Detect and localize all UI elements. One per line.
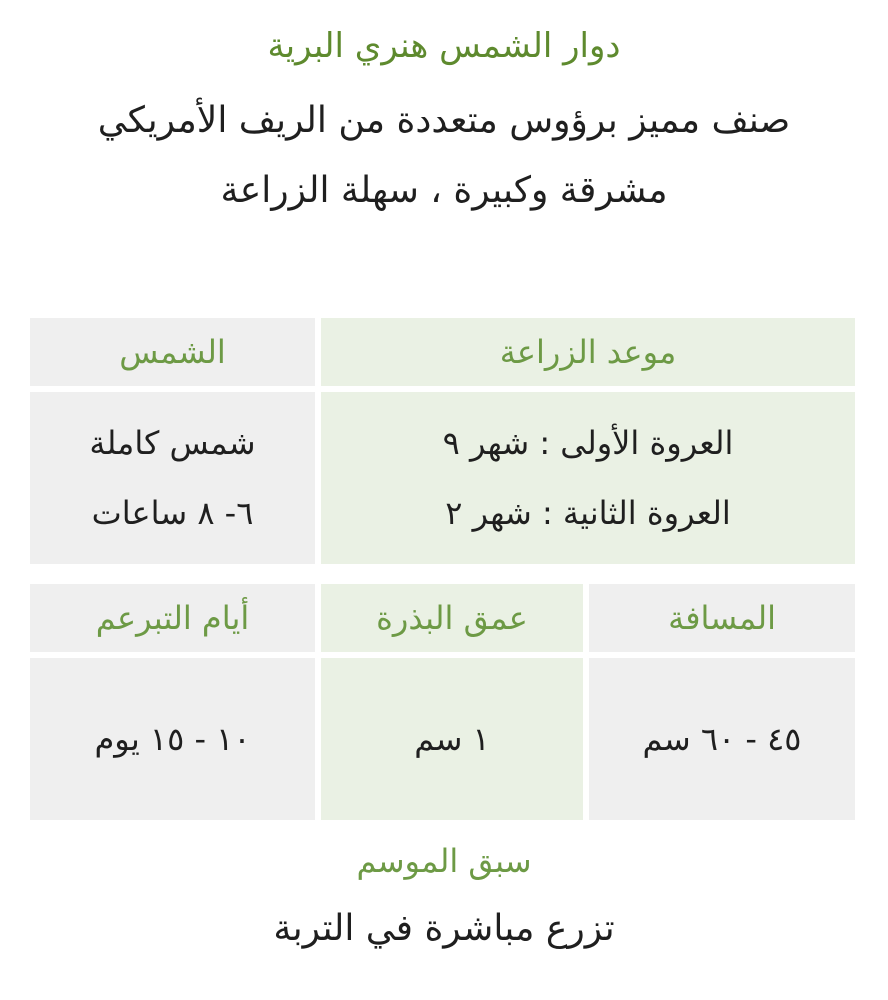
germination-header (30, 584, 315, 652)
seed-depth-value: ١ سم (414, 720, 490, 758)
sun-hours: ٦- ٨ ساعات (91, 494, 254, 532)
spacing-value: ٤٥ - ٦٠ سم (642, 720, 802, 758)
description-line-2: مشرقة وكبيرة ، سهلة الزراعة (220, 170, 668, 211)
seed-depth-value-cell (321, 658, 583, 820)
spacing-label: المسافة (668, 599, 776, 637)
spacing-header (589, 584, 855, 652)
planting-first-season: العروة الأولى : شهر ٩ (442, 424, 734, 462)
early-season-label: سبق الموسم (356, 842, 532, 880)
germination-value-cell (30, 658, 315, 820)
sun-full: شمس كاملة (89, 424, 256, 462)
description-line-1: صنف مميز برؤوس متعددة من الريف الأمريكي (97, 100, 791, 141)
product-title: دوار الشمس هنري البرية (267, 26, 621, 66)
planting-second-season: العروة الثانية : شهر ٢ (445, 494, 731, 532)
planting-time-header (321, 318, 855, 386)
germination-value: ١٠ - ١٥ يوم (94, 720, 251, 758)
planting-time-label: موعد الزراعة (499, 333, 677, 371)
sun-label: الشمس (119, 333, 226, 371)
seed-depth-label: عمق البذرة (376, 599, 528, 637)
early-season-value: تزرع مباشرة في التربة (273, 908, 615, 949)
germination-label: أيام التبرعم (95, 599, 250, 637)
seed-depth-header (321, 584, 583, 652)
spacing-value-cell (589, 658, 855, 820)
sun-value (30, 392, 315, 564)
planting-time-value (321, 392, 855, 564)
sun-header (30, 318, 315, 386)
